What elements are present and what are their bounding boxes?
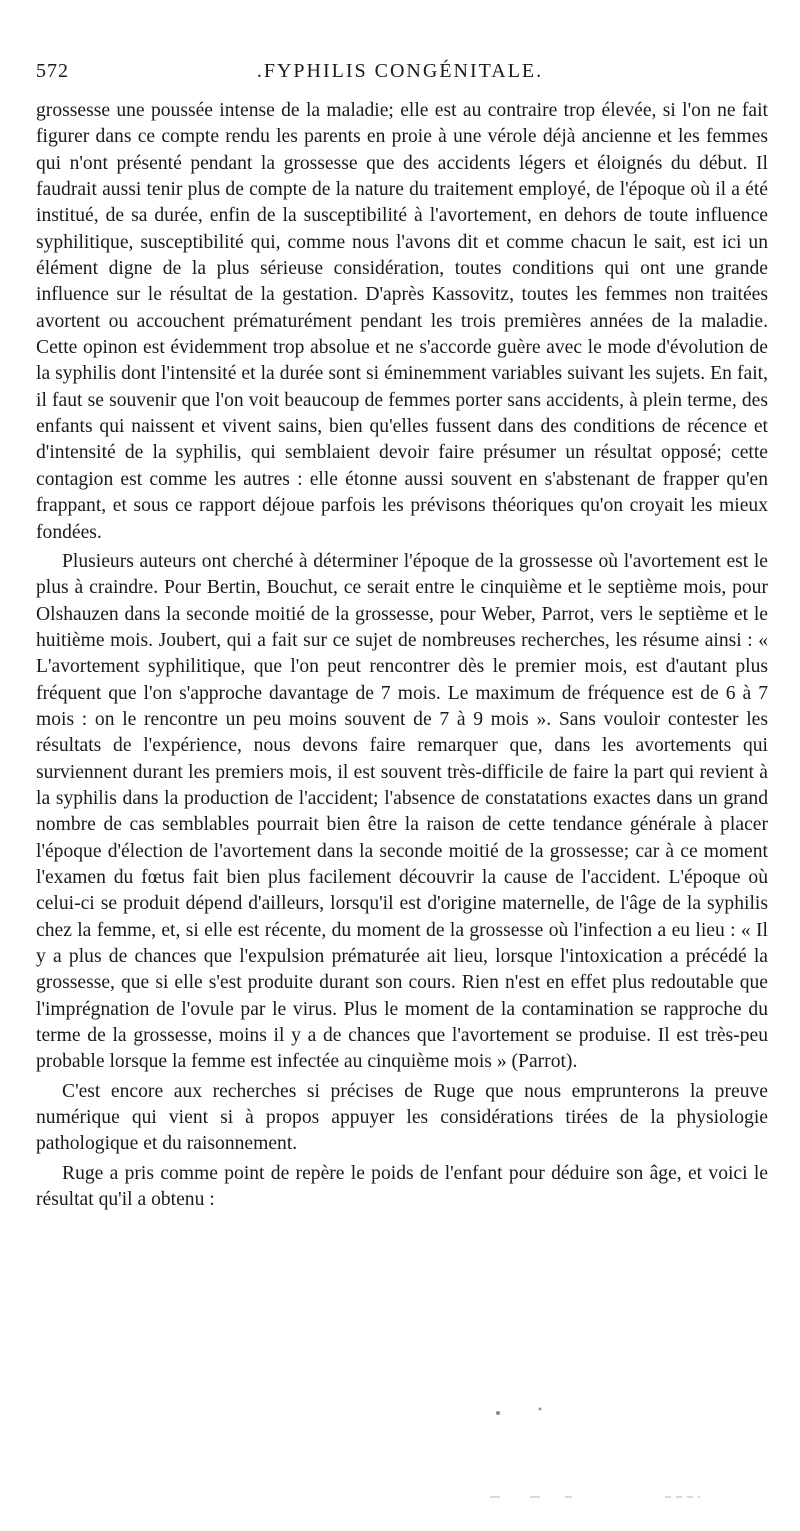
running-title: .FYPHILIS CONGÉNITALE. (256, 60, 544, 82)
page-number: 572 (36, 60, 69, 82)
paragraph-avortement-epoque: Plusieurs auteurs ont cherché à déterminer l'époque de la grossesse où l'avortement est le plus à craindre. Pour Bertin, Bouchut, ce serait entre le cinquième et le septième mois, pour Olshauzen dans la seconde moitié de la grossesse, pour Weber, Parrot, vers le septième et le huitième mois. Joubert, qui a fait sur ce sujet de nombreuses recherches, les résume ainsi : « L'avortement syphilitique, que l'on peut rencontrer dès le premier mois, est d'autant plus fréquent que l'on s'approche davantage de 7 mois. Le maximum de fréquence est de 6 à 7 mois : on le rencontre un peu moins souvent de 7 à 9 mois ». Sans vouloir contester les résultats de l'expérience, nous devons faire remarquer que, dans les avortements qui surviennent durant les premiers mois, il est souvent très-difficile de faire la part qui revient à la syphilis dans la production de l'accident; l'absence de constatations exactes dans un grand nombre de cas semblables pourrait bien être la raison de cette tendance générale à placer l'époque d'élection de l'avortement dans la seconde moitié de la grossesse; car à ce moment l'examen du fœtus fait bien plus facilement découvrir la cause de l'accident. L'époque où celui-ci se produit dépend d'ailleurs, lorsqu'il est d'origine maternelle, de l'âge de la syphilis chez la femme, et, si elle est récente, du moment de la grossesse où l'infection a eu lieu : « Il y a plus de chances que l'expulsion prématurée ait lieu, lorsque l'intoxication a précédé la grossesse, que si elle s'est produite durant son cours. Rien n'est en effet plus redoutable que l'imprégnation de l'ovule par le virus. Plus le moment de la contamination se rapproche du terme de la grossesse, moins il y a de chances que l'avortement se produise. Il est très-peu probable lorsque la femme est infectée au cinquième mois » (Parrot). (36, 550, 768, 1073)
paragraph-ruge-recherches: C'est encore aux recherches si précises de Ruge que nous emprunterons la preuve numérique qui vient si à propos appuyer les considérations tirées de la physiologie pathologique et du raisonnement. (36, 1080, 768, 1155)
paragraph-ruge-poids: Ruge a pris comme point de repère le poids de l'enfant pour déduire son âge, et voici le résultat qu'il a obtenu : (36, 1162, 768, 1211)
paragraph-continued: grossesse une poussée intense de la maladie; elle est au contraire trop élevée, si l'on ne fait figurer dans ce compte rendu les parents en proie à une vérole déjà ancienne et les femmes qui n'ont présenté pendant la grossesse que des accidents légers et éloignés du début. Il faudrait aussi tenir plus de compte de la nature du traitement employé, de l'époque où il a été institué, de sa durée, enfin de la susceptibilité à l'avortement, en dehors de toute influence syphilitique, susceptibilité qui, comme nous l'avons dit et comme chacun le sait, est ici un élément digne de la plus sérieuse considération, toutes conditions qui ont une grande influence sur le résultat de la gestation. D'après Kassovitz, toutes les femmes non traitées avortent ou accouchent prématurément pendant les trois premières années de la maladie. Cette opinon est évidemment trop absolue et ne s'accorde guère avec le mode d'évolution de la syphilis dont l'intensité et la durée sont si éminemment variables suivant les sujets. En fait, il faut se souvenir que l'on voit beaucoup de femmes porter sans accidents, à plein terme, des enfants qui naissent et vivent sains, bien qu'elles fussent dans des conditions de récence et d'intensité de la syphilis, qui semblaient devoir faire présumer un résultat opposé; cette contagion est comme les autres : elle étonne aussi souvent en s'abstenant de frapper qu'en frappant, et sous ce rapport déjoue parfois les prévisons théoriques qu'on croyait les mieux fondées. (36, 100, 768, 543)
